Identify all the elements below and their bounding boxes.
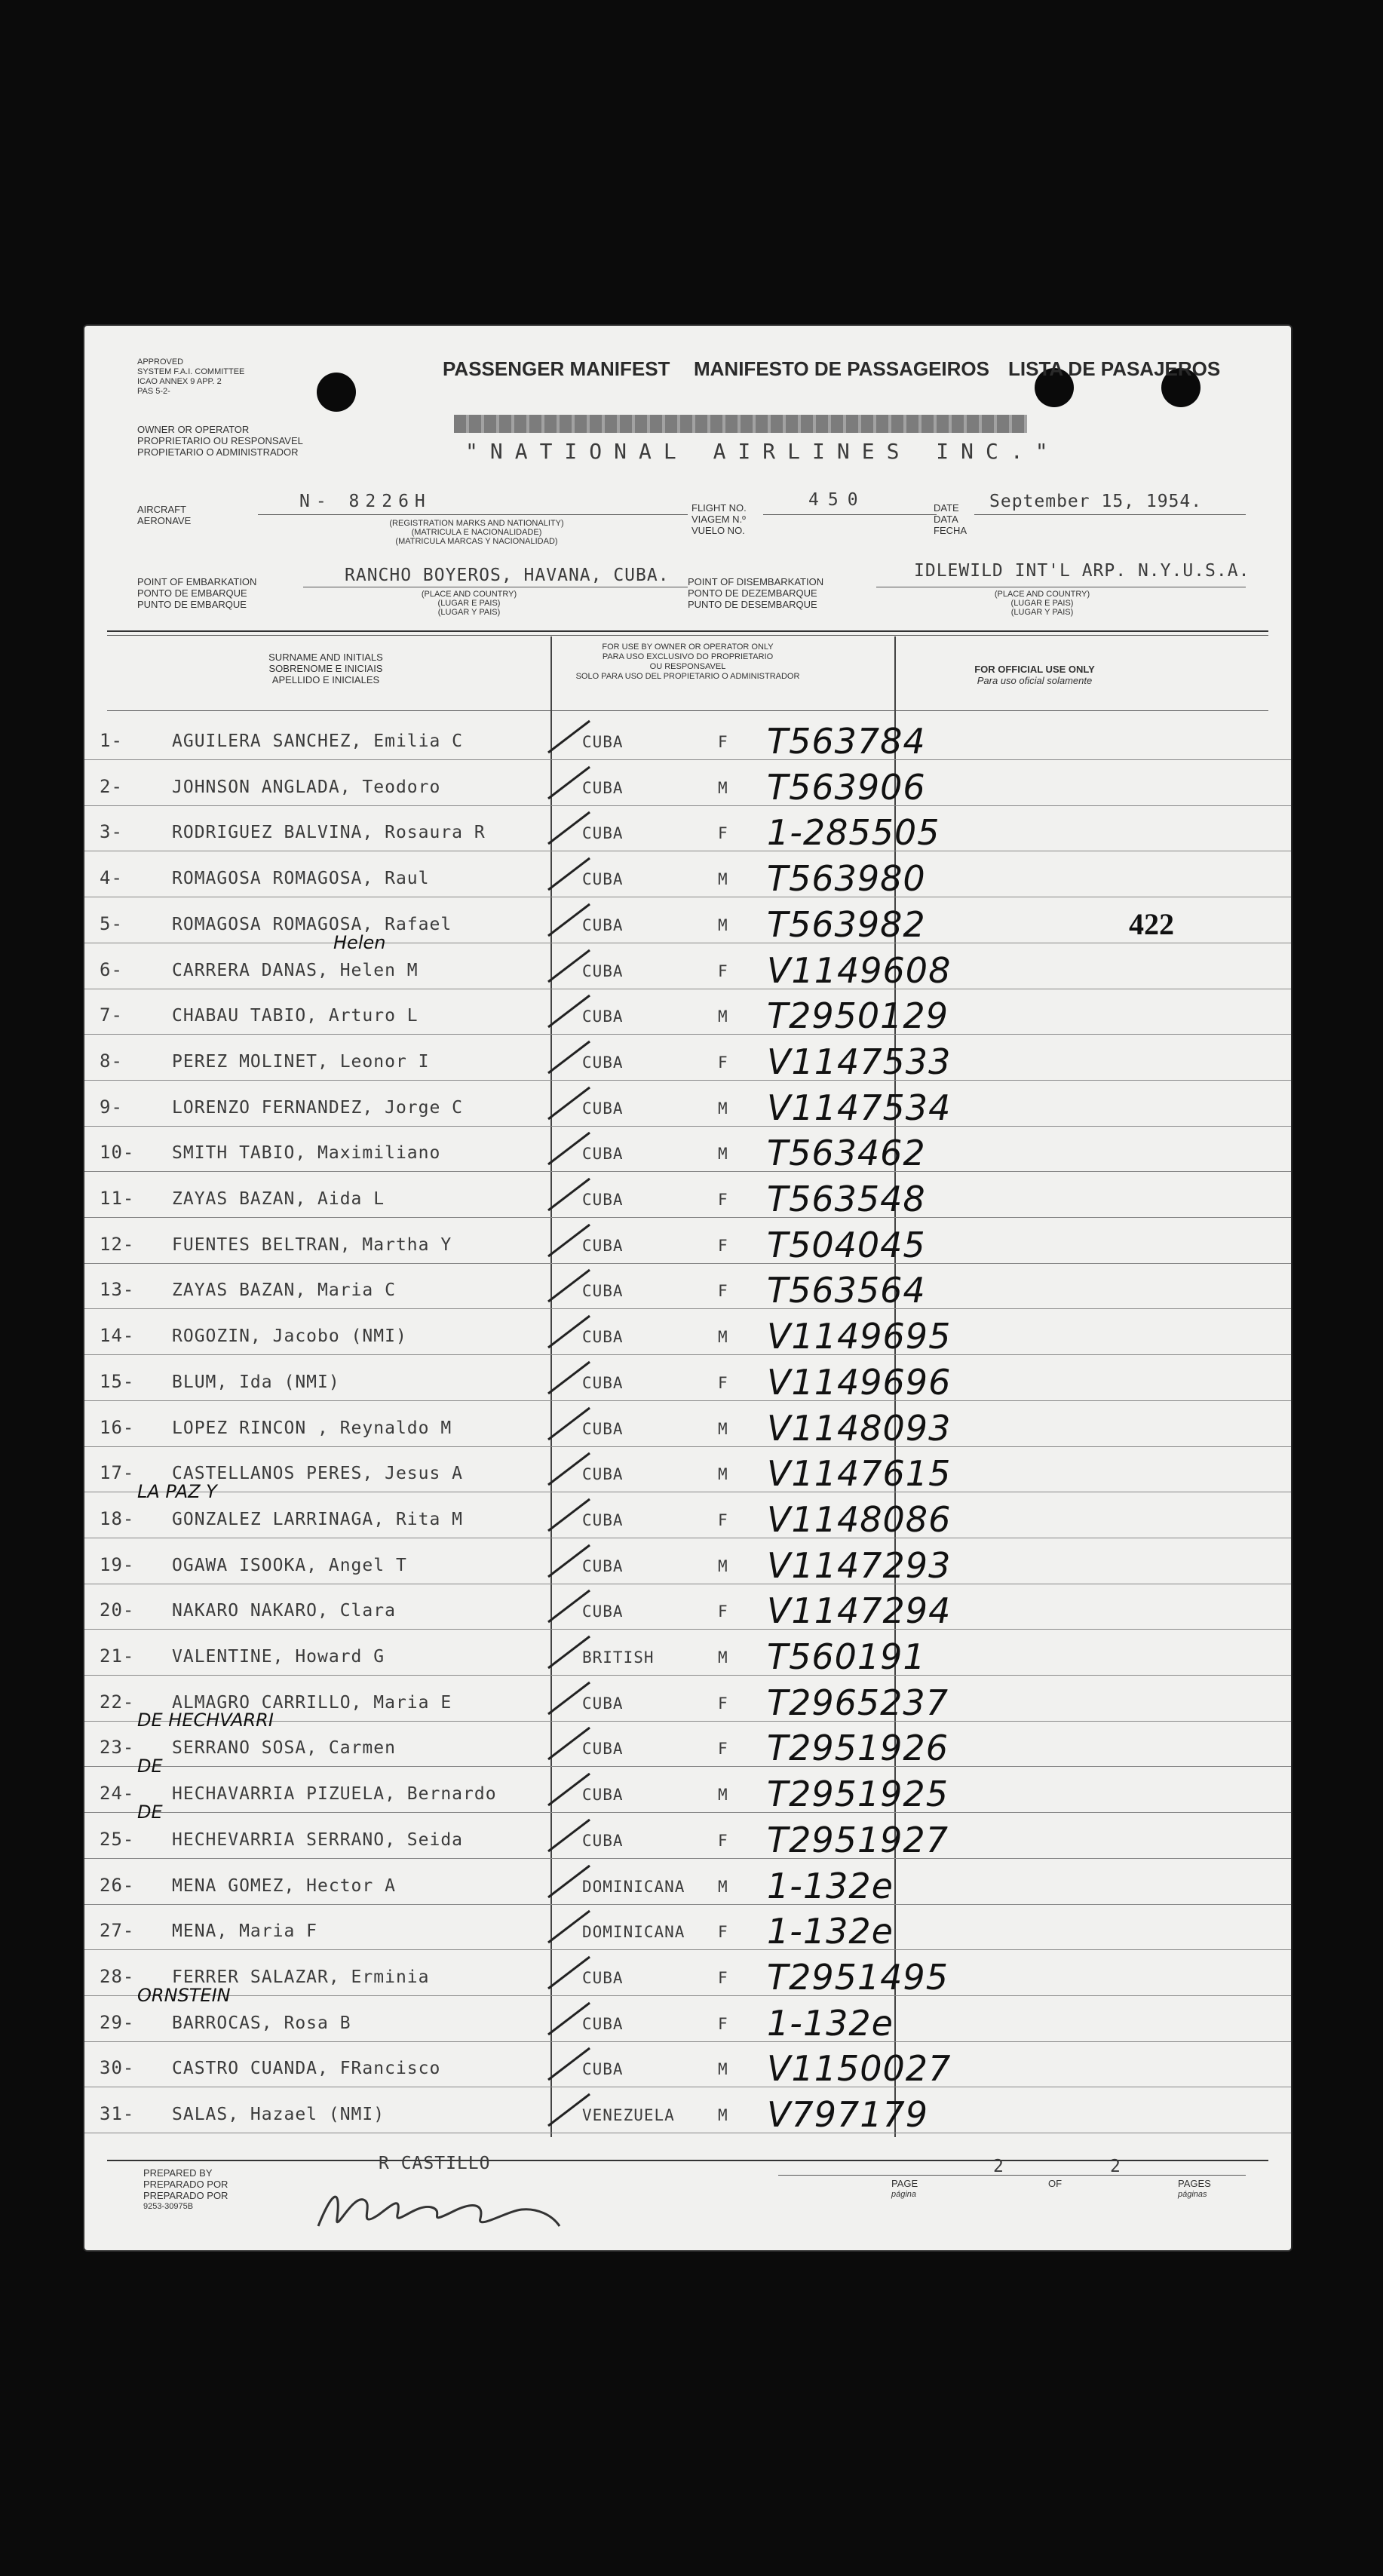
passenger-document-number: T563564 <box>767 1270 926 1311</box>
row-number: 2- <box>100 775 123 797</box>
passenger-row <box>84 1801 1291 1866</box>
passenger-row <box>84 903 1291 951</box>
check-mark-icon <box>544 809 597 847</box>
row-rule <box>84 1766 1291 1767</box>
passenger-name: FERRER SALAZAR, Erminia <box>172 1967 430 1987</box>
embark-place-label: (PLACE AND COUNTRY) (LUGAR E PAIS) (LUGAR Y PAIS) <box>421 590 517 617</box>
check-mark-icon <box>544 1130 597 1167</box>
check-mark-icon <box>544 1633 597 1671</box>
passenger-nationality: CUBA <box>582 1236 624 1255</box>
check-mark-icon <box>544 2000 597 2038</box>
passenger-name: CASTRO CUANDA, FRancisco <box>172 2059 441 2079</box>
flight-value: 450 <box>808 490 867 510</box>
passenger-sex: F <box>718 1968 728 1987</box>
passenger-document-number: 1-132e <box>767 2002 894 2044</box>
check-mark-icon <box>544 1038 597 1076</box>
row-number: 23- <box>100 1737 135 1759</box>
row-rule <box>84 2041 1291 2042</box>
passenger-row <box>84 1455 1291 1500</box>
passenger-row <box>84 2050 1291 2095</box>
handwritten-annotation: ORNSTEIN <box>137 1984 231 2006</box>
passenger-nationality: CUBA <box>582 1145 624 1164</box>
passenger-sex: F <box>718 733 728 751</box>
passenger-nationality: VENEZUELA <box>582 2106 675 2124</box>
check-mark-icon <box>544 855 597 893</box>
row-number: 6- <box>100 958 123 980</box>
row-number: 5- <box>100 912 123 934</box>
aircraft-value: N- 8226H <box>299 492 431 511</box>
passenger-nationality: CUBA <box>582 961 624 980</box>
passenger-sex: F <box>718 1740 728 1759</box>
passenger-name: PEREZ MOLINET, Leonor I <box>172 1051 430 1072</box>
passenger-row <box>84 814 1291 859</box>
passenger-row <box>84 1984 1291 2050</box>
passenger-row <box>84 1756 1291 1820</box>
passenger-sex: M <box>718 1419 728 1438</box>
passenger-document-number: V1147294 <box>767 1590 952 1632</box>
passenger-name: ROMAGOSA ROMAGOSA, Raul <box>172 869 430 889</box>
check-mark-icon <box>544 992 597 1030</box>
passenger-sex: F <box>718 1282 728 1301</box>
passenger-document-number: T563906 <box>767 766 926 808</box>
prepared-label: PREPARED BY PREPARADO POR PREPARADO POR 9253-30975B <box>143 2167 228 2211</box>
passenger-name: BARROCAS, Rosa B <box>172 2013 351 2033</box>
passenger-row <box>84 1089 1291 1134</box>
passenger-nationality: CUBA <box>582 1694 624 1713</box>
passenger-sex: M <box>718 1648 728 1667</box>
passenger-name: SMITH TABIO, Maximiliano <box>172 1143 441 1164</box>
passenger-nationality: CUBA <box>582 915 624 934</box>
row-number: 1- <box>100 730 123 751</box>
row-rule <box>84 1034 1291 1035</box>
passenger-nationality: CUBA <box>582 1373 624 1392</box>
handwritten-annotation: Helen <box>333 931 386 953</box>
row-rule <box>84 1400 1291 1401</box>
passenger-name: ALMAGRO CARRILLO, Maria E <box>172 1692 452 1713</box>
page-number: 2 <box>993 2157 1004 2176</box>
passenger-name: ZAYAS BAZAN, Maria C <box>172 1280 396 1301</box>
row-rule <box>84 1080 1291 1081</box>
row-rule <box>84 1171 1291 1172</box>
passenger-document-number: T2951927 <box>767 1819 949 1860</box>
passenger-name: SERRANO SOSA, Carmen <box>172 1738 396 1759</box>
passenger-document-number: T563980 <box>767 858 926 900</box>
passenger-name: HECHAVARRIA PIZUELA, Bernardo <box>172 1784 497 1805</box>
passenger-sex: F <box>718 961 728 980</box>
passenger-name: CHABAU TABIO, Arturo L <box>172 1006 419 1026</box>
embark-value: RANCHO BOYEROS, HAVANA, CUBA. <box>345 566 670 585</box>
owner-label: OWNER OR OPERATOR PROPRIETARIO OU RESPONSAVEL PROPIETARIO O ADMINISTRADOR <box>137 424 303 458</box>
passenger-nationality: DOMINICANA <box>582 1923 685 1942</box>
row-rule <box>84 1446 1291 1447</box>
row-number: 27- <box>100 1920 135 1942</box>
passenger-nationality: CUBA <box>582 1465 624 1484</box>
passenger-sex: F <box>718 1831 728 1850</box>
row-rule <box>84 1812 1291 1813</box>
passenger-document-number: V1149695 <box>767 1316 952 1357</box>
passenger-document-number: 1-132e <box>767 1911 894 1952</box>
row-number: 13- <box>100 1279 135 1301</box>
row-number: 9- <box>100 1096 123 1118</box>
col-header-name: SURNAME AND INITIALS SOBRENOME E INICIAIS APELLIDO E INICIALES <box>268 652 383 685</box>
check-mark-icon <box>544 1679 597 1717</box>
row-rule <box>84 1904 1291 1905</box>
passenger-document-number: T563462 <box>767 1133 926 1174</box>
passenger-sex: F <box>718 824 728 843</box>
passenger-sex: F <box>718 1923 728 1942</box>
pages-label: PAGES páginas <box>1178 2178 1211 2199</box>
row-rule <box>84 1126 1291 1127</box>
passenger-document-number: V1148093 <box>767 1407 952 1449</box>
passenger-sex: F <box>718 2014 728 2033</box>
passenger-sex: M <box>718 1556 728 1575</box>
row-number: 28- <box>100 1965 135 1987</box>
passenger-row <box>84 1180 1291 1225</box>
passenger-sex: F <box>718 1510 728 1529</box>
passenger-name: VALENTINE, Howard G <box>172 1647 385 1667</box>
col-header-official: FOR OFFICIAL USE ONLY Para uso oficial solamente <box>974 664 1095 686</box>
handwritten-annotation: DE HECHVARRI <box>137 1710 274 1731</box>
title-english: PASSENGER MANIFEST <box>443 357 670 380</box>
passenger-nationality: CUBA <box>582 1191 624 1209</box>
passenger-nationality: CUBA <box>582 1786 624 1805</box>
row-number: 22- <box>100 1691 135 1713</box>
row-rule <box>84 1675 1291 1676</box>
passenger-name: ROGOZIN, Jacobo (NMI) <box>172 1326 407 1347</box>
passenger-name: FUENTES BELTRAN, Martha Y <box>172 1234 452 1255</box>
row-number: 29- <box>100 2011 135 2033</box>
passenger-nationality: BRITISH <box>582 1648 655 1667</box>
handwritten-annotation: DE <box>137 1756 163 1777</box>
passenger-name: CARRERA DANAS, Helen M <box>172 960 419 980</box>
row-rule <box>84 805 1291 806</box>
passenger-document-number: T2951925 <box>767 1774 949 1815</box>
check-mark-icon <box>544 1313 597 1351</box>
passenger-row <box>84 1480 1291 1546</box>
passenger-nationality: CUBA <box>582 1602 624 1621</box>
passenger-name: MENA, Maria F <box>172 1921 318 1942</box>
check-mark-icon <box>544 2091 597 2129</box>
row-rule <box>84 1858 1291 1859</box>
passenger-row <box>84 1409 1291 1455</box>
passenger-sex: F <box>718 1694 728 1713</box>
row-number: 12- <box>100 1233 135 1255</box>
check-mark-icon <box>544 1176 597 1213</box>
check-mark-icon <box>544 1908 597 1946</box>
row-rule <box>84 1354 1291 1355</box>
row-rule <box>84 1308 1291 1309</box>
page-label: PAGE página <box>891 2178 918 2199</box>
row-rule <box>84 1995 1291 1996</box>
passenger-sex: F <box>718 1236 728 1255</box>
passenger-row <box>84 1638 1291 1683</box>
disembark-value: IDLEWILD INT'L ARP. N.Y.U.S.A. <box>914 561 1250 581</box>
passenger-nationality: DOMINICANA <box>582 1877 685 1896</box>
passenger-name: LOPEZ RINCON , Reynaldo M <box>172 1418 452 1438</box>
passenger-document-number: T2951926 <box>767 1728 949 1769</box>
passenger-row <box>84 1710 1291 1774</box>
passenger-document-number: V1150027 <box>767 2048 952 2090</box>
official-stamp-number: 422 <box>1129 907 1174 941</box>
date-value: September 15, 1954. <box>989 492 1203 511</box>
passenger-name: MENA GOMEZ, Hector A <box>172 1875 396 1896</box>
row-number: 17- <box>100 1462 135 1484</box>
check-mark-icon <box>544 1587 597 1625</box>
passenger-document-number: V1148086 <box>767 1498 952 1540</box>
check-mark-icon <box>544 764 597 802</box>
passenger-nationality: CUBA <box>582 1282 624 1301</box>
check-mark-icon <box>544 1542 597 1580</box>
passenger-nationality: CUBA <box>582 1007 624 1026</box>
passenger-row <box>84 2096 1291 2141</box>
passenger-name: ROMAGOSA ROMAGOSA, Rafael <box>172 914 452 934</box>
embark-label: POINT OF EMBARKATION PONTO DE EMBARQUE PUNTO DE EMBARQUE <box>137 576 257 610</box>
page-total: 2 <box>1110 2157 1121 2176</box>
passenger-sex: M <box>718 1465 728 1484</box>
passenger-sex: F <box>718 1602 728 1621</box>
row-number: 31- <box>100 2103 135 2124</box>
passenger-name: ZAYAS BAZAN, Aida L <box>172 1189 385 1209</box>
passenger-document-number: T2950129 <box>767 995 949 1037</box>
manifest-sheet <box>84 326 1291 2250</box>
passenger-document-number: V1147615 <box>767 1453 952 1495</box>
passenger-name: CASTELLANOS PERES, Jesus A <box>172 1464 464 1484</box>
passenger-document-number: V1147293 <box>767 1544 952 1586</box>
preparer-signature <box>311 2181 567 2241</box>
passenger-nationality: CUBA <box>582 2060 624 2079</box>
passenger-name: AGUILERA SANCHEZ, Emilia C <box>172 731 464 751</box>
passenger-document-number: V1147533 <box>767 1041 952 1082</box>
row-number: 16- <box>100 1416 135 1438</box>
owner-value: "NATIONAL AIRLINES INC." <box>465 439 1060 464</box>
passenger-sex: M <box>718 2060 728 2079</box>
passenger-nationality: CUBA <box>582 1556 624 1575</box>
passenger-nationality: CUBA <box>582 1740 624 1759</box>
passenger-sex: M <box>718 778 728 797</box>
passenger-document-number: T560191 <box>767 1636 926 1677</box>
row-number: 3- <box>100 821 123 843</box>
date-label: DATE DATA FECHA <box>934 502 967 536</box>
passenger-nationality: CUBA <box>582 1328 624 1347</box>
passenger-document-number: V1149608 <box>767 949 952 991</box>
row-number: 15- <box>100 1370 135 1392</box>
passenger-name: OGAWA ISOOKA, Angel T <box>172 1555 407 1575</box>
passenger-sex: M <box>718 1007 728 1026</box>
passenger-row <box>84 931 1291 997</box>
passenger-sex: F <box>718 1191 728 1209</box>
row-number: 25- <box>100 1828 135 1850</box>
passenger-sex: F <box>718 1373 728 1392</box>
passenger-row <box>84 1317 1291 1363</box>
passenger-document-number: 1-132e <box>767 1865 894 1906</box>
passenger-document-number: T2965237 <box>767 1682 949 1723</box>
punch-hole-1 <box>317 373 356 412</box>
check-mark-icon <box>544 1725 597 1762</box>
passenger-sex: M <box>718 1786 728 1805</box>
passenger-document-number: V797179 <box>767 2094 929 2135</box>
check-mark-icon <box>544 1954 597 1992</box>
registration-label: (REGISTRATION MARKS AND NATIONALITY) (MATRICULA E NACIONALIDADE) (MATRICULA MARCAS Y NACIONALIDAD) <box>389 519 564 546</box>
passenger-sex: M <box>718 870 728 889</box>
passenger-row <box>84 1867 1291 1912</box>
aircraft-label: AIRCRAFT AERONAVE <box>137 504 192 526</box>
passenger-document-number: T563548 <box>767 1179 926 1219</box>
passenger-name: NAKARO NAKARO, Clara <box>172 1601 396 1621</box>
check-mark-icon <box>544 1496 597 1534</box>
passenger-name: LORENZO FERNANDEZ, Jorge C <box>172 1097 464 1118</box>
passenger-name: RODRIGUEZ BALVINA, Rosaura R <box>172 823 486 843</box>
prepared-by-value: R CASTILLO <box>379 2154 491 2173</box>
passenger-document-number: V1147534 <box>767 1087 952 1128</box>
check-mark-icon <box>544 901 597 939</box>
check-mark-icon <box>544 1863 597 1900</box>
row-rule <box>84 1629 1291 1630</box>
row-number: 14- <box>100 1325 135 1347</box>
row-rule <box>84 1217 1291 1218</box>
disembark-label: POINT OF DISEMBARKATION PONTO DE DEZEMBARQUE PUNTO DE DESEMBARQUE <box>688 576 824 610</box>
col-header-owner: FOR USE BY OWNER OR OPERATOR ONLY PARA USO EXCLUSIVO DO PROPRIETARIO OU RESPONSAVEL SOLO PARA USO DEL PROPIETARIO O ADMINISTRADOR <box>575 642 800 681</box>
row-rule <box>84 1949 1291 1950</box>
passenger-document-number: V1149696 <box>767 1361 952 1403</box>
check-mark-icon <box>544 1771 597 1808</box>
check-mark-icon <box>544 2045 597 2083</box>
passenger-row <box>84 1134 1291 1179</box>
passenger-row <box>84 1363 1291 1409</box>
check-mark-icon <box>544 1267 597 1305</box>
passenger-row <box>84 1226 1291 1271</box>
passenger-nationality: CUBA <box>582 824 624 843</box>
passenger-row <box>84 1912 1291 1958</box>
handwritten-annotation: LA PAZ Y <box>137 1480 217 1502</box>
passenger-row <box>84 768 1291 814</box>
row-number: 8- <box>100 1050 123 1072</box>
struck-out-text <box>454 415 1027 433</box>
passenger-row <box>84 1592 1291 1637</box>
passenger-sex: M <box>718 1145 728 1164</box>
row-number: 18- <box>100 1507 135 1529</box>
row-number: 7- <box>100 1004 123 1026</box>
passenger-nationality: CUBA <box>582 2014 624 2033</box>
passenger-row <box>84 1958 1291 2004</box>
passenger-row <box>84 1544 1291 1592</box>
passenger-nationality: CUBA <box>582 1099 624 1118</box>
passenger-document-number: T504045 <box>767 1224 926 1265</box>
passenger-nationality: CUBA <box>582 870 624 889</box>
passenger-row <box>84 1043 1291 1088</box>
passenger-nationality: CUBA <box>582 1419 624 1438</box>
title-spanish: LISTA DE PASAJEROS <box>1008 357 1221 380</box>
passenger-nationality: CUBA <box>582 733 624 751</box>
check-mark-icon <box>544 1084 597 1122</box>
row-number: 20- <box>100 1599 135 1621</box>
title-portuguese: MANIFESTO DE PASSAGEIROS <box>694 357 989 380</box>
passenger-nationality: CUBA <box>582 1053 624 1072</box>
passenger-name: JOHNSON ANGLADA, Teodoro <box>172 777 441 797</box>
check-mark-icon <box>544 1222 597 1259</box>
passenger-sex: M <box>718 1099 728 1118</box>
passenger-row <box>84 997 1291 1042</box>
passenger-document-number: T2951495 <box>767 1956 949 1998</box>
check-mark-icon <box>544 947 597 985</box>
handwritten-annotation: DE <box>137 1801 163 1823</box>
row-number: 24- <box>100 1783 135 1805</box>
row-rule <box>84 759 1291 760</box>
passenger-row <box>84 1271 1291 1317</box>
row-number: 19- <box>100 1553 135 1575</box>
passenger-name: HECHEVARRIA SERRANO, Seida <box>172 1829 464 1850</box>
check-mark-icon <box>544 1817 597 1854</box>
disembark-place-label: (PLACE AND COUNTRY) (LUGAR E PAIS) (LUGAR Y PAIS) <box>994 590 1090 617</box>
passenger-row <box>84 722 1291 768</box>
row-number: 11- <box>100 1188 135 1209</box>
passenger-document-number: T563784 <box>767 721 926 762</box>
row-number: 10- <box>100 1142 135 1164</box>
passenger-nationality: CUBA <box>582 778 624 797</box>
row-number: 30- <box>100 2057 135 2079</box>
check-mark-icon <box>544 1359 597 1397</box>
passenger-sex: M <box>718 1877 728 1896</box>
passenger-nationality: CUBA <box>582 1968 624 1987</box>
check-mark-icon <box>544 1450 597 1488</box>
passenger-name: GONZALEZ LARRINAGA, Rita M <box>172 1509 464 1529</box>
row-number: 26- <box>100 1874 135 1896</box>
passenger-name: SALAS, Hazael (NMI) <box>172 2105 385 2124</box>
passenger-nationality: CUBA <box>582 1510 624 1529</box>
of-label: OF <box>1048 2178 1063 2189</box>
row-rule <box>84 1263 1291 1264</box>
row-number: 4- <box>100 867 123 889</box>
row-number: 21- <box>100 1645 135 1667</box>
passenger-nationality: CUBA <box>582 1831 624 1850</box>
check-mark-icon <box>544 1405 597 1443</box>
passenger-document-number: 1-285505 <box>767 812 940 854</box>
check-mark-icon <box>544 718 597 756</box>
passenger-row <box>84 860 1291 905</box>
passenger-sex: M <box>718 2106 728 2124</box>
approval-block: APPROVED SYSTEM F.A.I. COMMITTEE ICAO ANNEX 9 APP. 2 PAS 5-2- <box>137 357 245 396</box>
passenger-document-number: T563982 <box>767 903 926 945</box>
flight-label: FLIGHT NO. VIAGEM N.º VUELO NO. <box>692 502 747 536</box>
passenger-sex: M <box>718 915 728 934</box>
passenger-sex: M <box>718 1328 728 1347</box>
passenger-sex: F <box>718 1053 728 1072</box>
passenger-name: BLUM, Ida (NMI) <box>172 1372 340 1392</box>
